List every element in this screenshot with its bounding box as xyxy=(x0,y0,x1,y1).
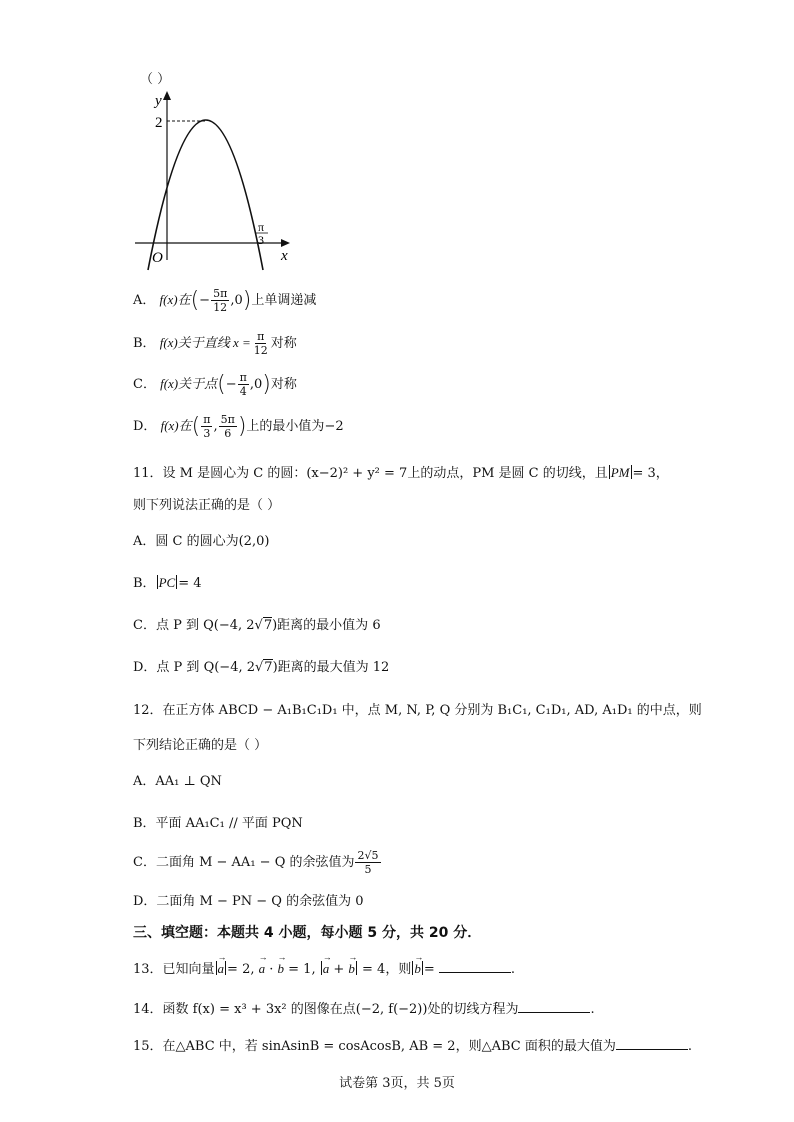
y-axis-arrow xyxy=(163,91,171,100)
option-text: 上的最小值为 xyxy=(246,419,325,434)
q11-option-b[interactable]: B． PC = 4 xyxy=(133,575,202,591)
q11-option-c[interactable]: C．点 P 到 Q(−4, 2√7)距离的最小值为 6 xyxy=(133,618,381,633)
option-text: 上单调递减 xyxy=(251,293,317,308)
section-heading: 三、填空题：本题共 4 小题，每小题 5 分，共 20 分． xyxy=(133,925,482,941)
y-axis-label: y xyxy=(155,93,162,109)
q10-option-c[interactable] xyxy=(133,371,297,398)
q10-option-d[interactable]: D． f(x)在( $\frac{\pi}{3}$ , $\frac{5\pi}{6}$ )上的最小值为−2 xyxy=(133,413,344,440)
option-label: B． xyxy=(133,336,156,351)
minus-sign: − xyxy=(199,293,211,308)
q10-option-a[interactable] xyxy=(133,287,316,314)
option-text: f(x)在 xyxy=(159,292,191,307)
q13: 13．已知向量→ a = 2, → a · → b = 1, → a + → b = 4，则→ b = . xyxy=(133,958,515,977)
option-label: A． xyxy=(133,293,156,308)
fraction: $\frac{5\pi}{6}$ xyxy=(220,413,235,440)
fraction: $\frac{\pi}{4}$ xyxy=(239,371,247,398)
option-text: 对称 xyxy=(270,336,297,351)
answer-blank[interactable] xyxy=(439,960,511,973)
minus-sign: − xyxy=(225,377,237,392)
q11-stem-line2: 则下列说法正确的是（ ） xyxy=(133,498,281,513)
q14: 14．函数 f(x) = x³ + 3x² 的图像在点(−2, f(−2))处的切线方程为 . xyxy=(133,1002,595,1017)
left-paren: ( xyxy=(191,414,201,439)
option-text: f(x)关于直线 x = xyxy=(159,335,251,350)
q12-stem-line1: 12．在正方体 ABCD − A₁B₁C₁D₁ 中，点 M, N, P, Q 分别为 B₁C₁, C₁D₁, AD, A₁D₁ 的中点，则 xyxy=(133,703,702,718)
answer-blank[interactable] xyxy=(518,1000,590,1013)
fraction: $\frac{5\pi}{12}$ xyxy=(213,287,228,314)
q12-option-b[interactable]: B．平面 AA₁C₁ // 平面 PQN xyxy=(133,816,303,831)
q11-option-d[interactable]: D．点 P 到 Q(−4, 2√7)距离的最大值为 12 xyxy=(133,660,390,675)
option-text: f(x)关于点 xyxy=(160,376,218,391)
q12-option-c[interactable]: C．二面角 M − AA₁ − Q 的余弦值为 $\frac{2√5}{5}$ xyxy=(133,849,379,876)
answer-bracket: （ ） xyxy=(140,72,171,87)
left-paren: ( xyxy=(217,372,226,397)
max-value-label: 2 xyxy=(155,115,163,131)
function-graph xyxy=(130,88,305,273)
origin-label: O xyxy=(152,250,163,266)
option-value: −2 xyxy=(324,419,344,434)
q11-stem-line1: 11．设 M 是圆心为 C 的圆：(x−2)² + y² = 7上的动点，PM 是圆 C 的切线，且 PM = 3， xyxy=(133,465,669,481)
x-axis-label: x xyxy=(281,248,288,264)
q10-option-b[interactable] xyxy=(133,330,297,357)
left-paren: ( xyxy=(190,288,200,313)
pi-over-3-num: π xyxy=(258,220,265,234)
fraction: $\frac{\pi}{3}$ xyxy=(203,413,211,440)
option-text: 对称 xyxy=(270,377,297,392)
page-footer: 试卷第 3页，共 5页 xyxy=(339,1076,455,1091)
q15: 15．在△ABC 中，若 sinAsinB = cosAcosB, AB = 2，则△ABC 面积的最大值为 . xyxy=(133,1039,692,1054)
q12-option-d[interactable]: D．二面角 M − PN − Q 的余弦值为 0 xyxy=(133,894,364,909)
answer-blank[interactable] xyxy=(616,1037,688,1050)
sine-curve xyxy=(148,120,263,270)
q12-option-a[interactable]: A．AA₁ ⊥ QN xyxy=(133,774,222,789)
x-axis-arrow xyxy=(281,239,290,247)
q11-option-a[interactable]: A．圆 C 的圆心为(2,0) xyxy=(133,534,270,549)
option-label: D． xyxy=(133,419,157,434)
right-paren: ) xyxy=(242,288,252,313)
right-paren: ) xyxy=(237,414,247,439)
right-paren: ) xyxy=(262,372,271,397)
option-text: ,0 xyxy=(249,377,263,392)
pi-over-3-den: 3 xyxy=(258,233,264,247)
option-text: ,0 xyxy=(230,293,243,308)
option-label: C． xyxy=(133,377,156,392)
option-text: f(x)在 xyxy=(160,418,192,433)
fraction: $\frac{\pi}{12}$ xyxy=(253,330,268,357)
q12-stem-line2: 下列结论正确的是（ ） xyxy=(133,738,268,753)
